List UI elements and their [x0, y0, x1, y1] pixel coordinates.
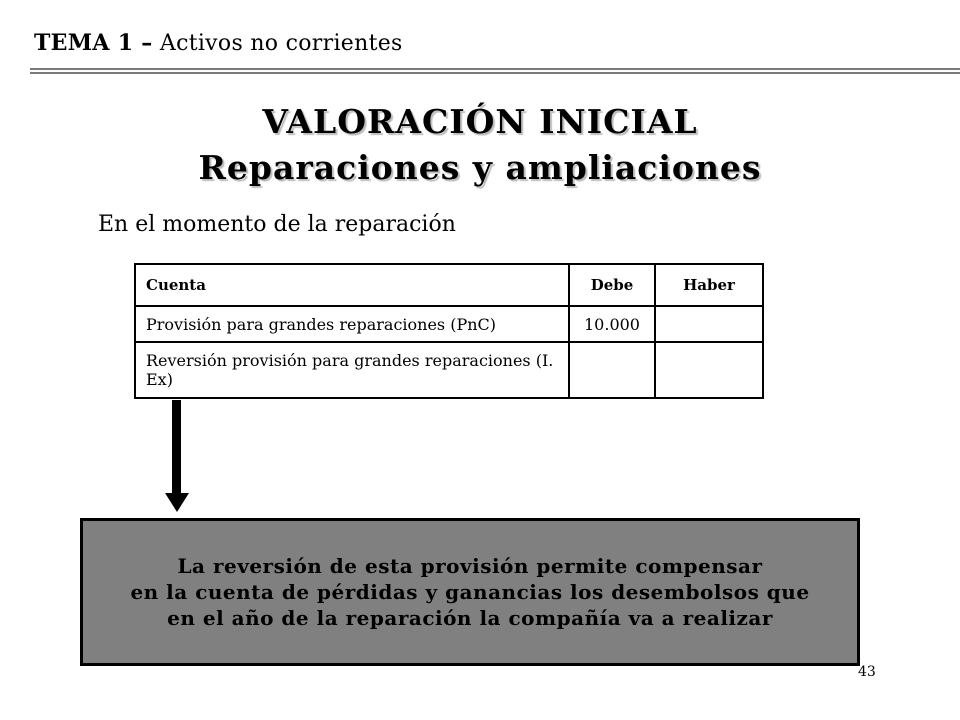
sub-title: Reparaciones y ampliaciones — [198, 148, 762, 187]
table-row — [135, 342, 763, 398]
row-account: Reversión provisión para grandes reparaciones (I. Ex) — [135, 342, 569, 398]
header-credit: Haber — [655, 264, 763, 306]
row-debit: 10.000 — [569, 306, 655, 342]
journal-entry-table — [134, 263, 764, 399]
table-row — [135, 306, 763, 342]
row-account: Provisión para grandes reparaciones (PnC) — [135, 306, 569, 342]
row-credit — [655, 342, 763, 398]
arrow-down-icon — [172, 400, 181, 495]
explanation-line-3: en el año de la reparación la compañía va a realizar — [167, 606, 773, 630]
explanation-line-2: en la cuenta de pérdidas y ganancias los desembolsos que — [130, 580, 810, 604]
explanation-box — [80, 518, 860, 666]
header-rule-bottom — [30, 72, 960, 74]
row-credit — [655, 306, 763, 342]
header-rule-top — [30, 68, 960, 70]
explanation-line-1: La reversión de esta provisión permite compensar — [177, 554, 763, 578]
explanation-text — [130, 553, 809, 631]
arrow-head-icon — [165, 493, 189, 512]
page-number: 43 — [858, 664, 876, 680]
row-debit — [569, 342, 655, 398]
topic-name: Activos no corrientes — [159, 31, 403, 56]
header-debit: Debe — [569, 264, 655, 306]
slide-header — [34, 30, 403, 56]
main-title: VALORACIÓN INICIAL — [262, 102, 698, 141]
section-text: En el momento de la reparación — [98, 212, 456, 237]
topic-label: TEMA 1 – — [34, 30, 153, 56]
table-header-row — [135, 264, 763, 306]
header-account: Cuenta — [135, 264, 569, 306]
